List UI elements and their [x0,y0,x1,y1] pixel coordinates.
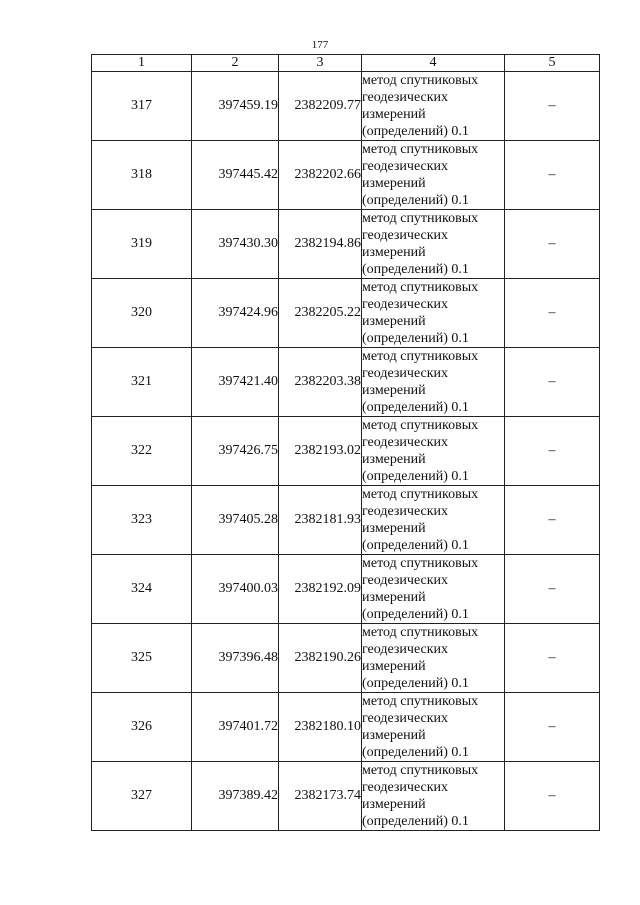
method-line: геодезических [362,435,449,450]
table-row [92,417,600,486]
method-line: геодезических [362,642,449,657]
header-col-2: 2 [192,55,279,72]
method-cell [362,348,505,417]
column-5-value: – [505,486,600,555]
column-5-value: – [505,348,600,417]
point-number: 318 [92,141,192,210]
coordinate-y: 2382194.86 [279,210,362,279]
coordinate-x: 397400.03 [192,555,279,624]
method-cell [362,624,505,693]
point-number: 319 [92,210,192,279]
column-5-value: – [505,555,600,624]
column-5-value: – [505,624,600,693]
header-col-5: 5 [505,55,600,72]
method-line: измерений [362,176,426,191]
coordinate-y: 2382190.26 [279,624,362,693]
method-line: (определений) 0.1 [362,400,469,415]
header-col-1: 1 [92,55,192,72]
method-line: геодезических [362,90,449,105]
method-line: измерений [362,521,426,536]
method-line: метод спутниковых [362,280,479,295]
method-line: метод спутниковых [362,418,479,433]
method-line: метод спутниковых [362,763,479,778]
method-line: измерений [362,797,426,812]
coordinate-y: 2382205.22 [279,279,362,348]
table-header [92,55,600,72]
coordinate-y: 2382181.93 [279,486,362,555]
method-line: измерений [362,245,426,260]
method-line: (определений) 0.1 [362,745,469,760]
method-line: (определений) 0.1 [362,193,469,208]
table-row [92,693,600,762]
method-line: геодезических [362,228,449,243]
coordinate-x: 397445.42 [192,141,279,210]
method-line: геодезических [362,573,449,588]
point-number: 320 [92,279,192,348]
table-row [92,555,600,624]
header-col-3: 3 [279,55,362,72]
table-row [92,624,600,693]
column-5-value: – [505,279,600,348]
point-number: 317 [92,72,192,141]
method-line: измерений [362,728,426,743]
method-line: метод спутниковых [362,694,479,709]
method-line: геодезических [362,297,449,312]
column-5-value: – [505,762,600,831]
coordinate-x: 397396.48 [192,624,279,693]
coordinate-x: 397424.96 [192,279,279,348]
method-cell [362,762,505,831]
method-line: измерений [362,314,426,329]
method-line: (определений) 0.1 [362,676,469,691]
method-line: (определений) 0.1 [362,331,469,346]
table-row [92,72,600,141]
method-line: метод спутниковых [362,142,479,157]
method-line: геодезических [362,366,449,381]
page-number: 177 [311,39,329,51]
coordinate-x: 397401.72 [192,693,279,762]
method-line: метод спутниковых [362,211,479,226]
method-line: метод спутниковых [362,487,479,502]
method-cell [362,486,505,555]
column-5-value: – [505,72,600,141]
method-line: измерений [362,383,426,398]
point-number: 322 [92,417,192,486]
coordinate-y: 2382180.10 [279,693,362,762]
table-row [92,348,600,417]
method-line: метод спутниковых [362,73,479,88]
coordinate-x: 397430.30 [192,210,279,279]
method-cell [362,141,505,210]
point-number: 324 [92,555,192,624]
column-5-value: – [505,417,600,486]
table-body [92,72,600,831]
method-line: метод спутниковых [362,556,479,571]
column-5-value: – [505,210,600,279]
point-number: 327 [92,762,192,831]
method-line: (определений) 0.1 [362,469,469,484]
point-number: 325 [92,624,192,693]
coordinate-y: 2382209.77 [279,72,362,141]
point-number: 321 [92,348,192,417]
method-line: измерений [362,659,426,674]
table-row [92,279,600,348]
coordinates-table [91,54,600,831]
column-5-value: – [505,693,600,762]
coordinate-x: 397459.19 [192,72,279,141]
coordinate-y: 2382202.66 [279,141,362,210]
method-line: (определений) 0.1 [362,814,469,829]
column-5-value: – [505,141,600,210]
method-line: геодезических [362,711,449,726]
table-row [92,486,600,555]
method-cell [362,555,505,624]
method-line: (определений) 0.1 [362,124,469,139]
table-row [92,762,600,831]
method-cell [362,72,505,141]
method-line: (определений) 0.1 [362,262,469,277]
coordinate-y: 2382203.38 [279,348,362,417]
method-line: геодезических [362,780,449,795]
coordinate-x: 397426.75 [192,417,279,486]
method-line: метод спутниковых [362,625,479,640]
coordinate-y: 2382192.09 [279,555,362,624]
coordinate-x: 397389.42 [192,762,279,831]
point-number: 326 [92,693,192,762]
method-line: геодезических [362,504,449,519]
method-line: измерений [362,590,426,605]
method-line: измерений [362,107,426,122]
method-line: геодезических [362,159,449,174]
coordinate-y: 2382173.74 [279,762,362,831]
method-cell [362,417,505,486]
method-line: измерений [362,452,426,467]
table-row [92,210,600,279]
header-row [92,55,600,72]
method-cell [362,210,505,279]
method-line: (определений) 0.1 [362,607,469,622]
point-number: 323 [92,486,192,555]
method-line: метод спутниковых [362,349,479,364]
table-row [92,141,600,210]
coordinate-x: 397421.40 [192,348,279,417]
method-cell [362,693,505,762]
header-col-4: 4 [362,55,505,72]
coordinate-y: 2382193.02 [279,417,362,486]
method-line: (определений) 0.1 [362,538,469,553]
method-cell [362,279,505,348]
coordinate-x: 397405.28 [192,486,279,555]
